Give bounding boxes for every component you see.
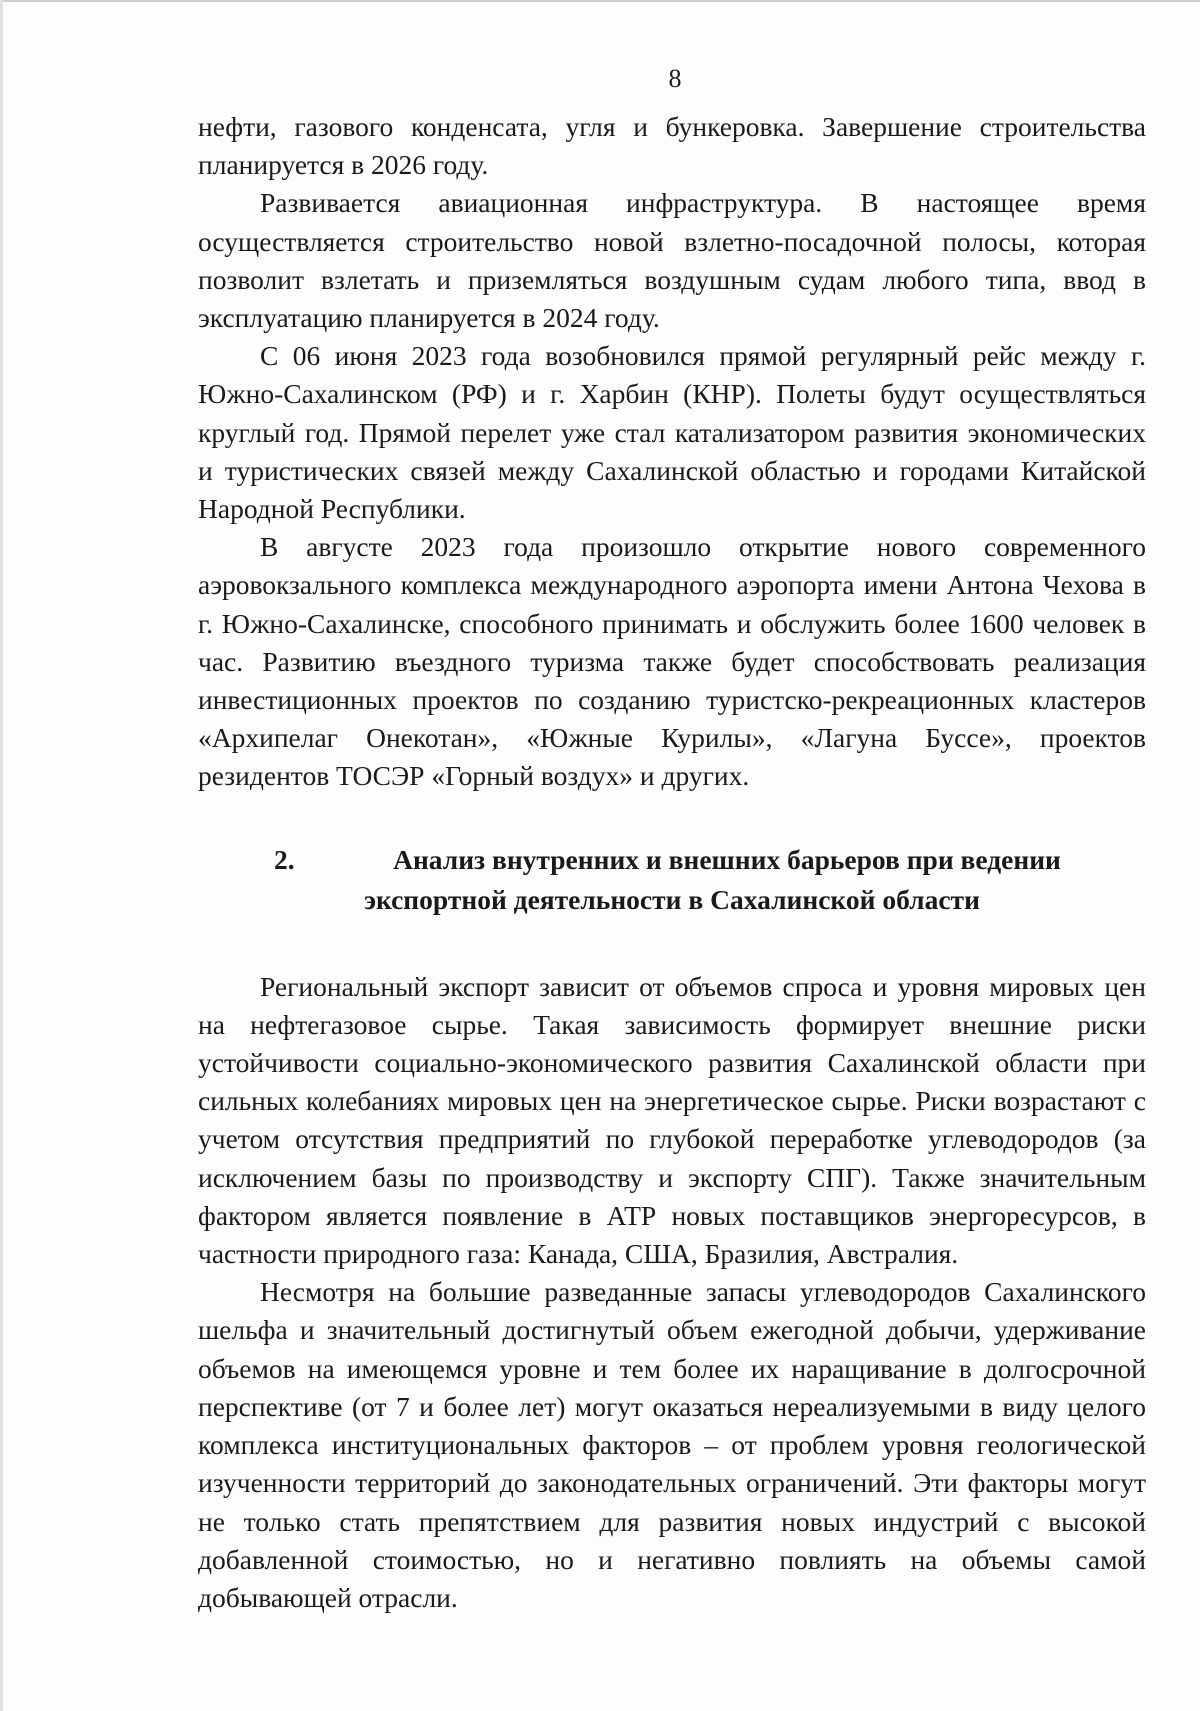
document-body: [198, 108, 1146, 1617]
paragraph-reserves: Несмотря на большие разведанные запасы углеводородов Сахалинского шельфа и значительный достигнутый объем ежегодной добычи, удерживание объемов на имеющемся уровне и тем более их наращивание в долгосрочной перспективе (от 7 и более лет) могут оказаться нереализуемыми в виду целого комплекса институциональных факторов – от проблем уровня геологической изученности территорий до законодательных ограничений. Эти факторы могут не только стать препятствием для развития новых индустрий с высокой добавленной стоимостью, но и негативно повлиять на объемы самой добывающей отрасли.: [198, 1276, 1146, 1613]
paragraph-continuation: нефти, газового конденсата, угля и бункеровка. Завершение строительства планируется в 2026 году.: [198, 111, 1146, 181]
section-title-line-2: экспортной деятельности в Сахалинской области: [364, 883, 980, 915]
paragraph-harbin-flight: С 06 июня 2023 года возобновился прямой регулярный рейс между г. Южно-Сахалинском (РФ) и г. Харбин (КНР). Полеты будут осуществляться круглый год. Прямой перелет уже стал катализатором развития экономических и туристических связей между Сахалинской областью и городами Китайской Народной Республики.: [198, 340, 1146, 525]
section-heading: [198, 840, 1146, 920]
page-number: 8: [668, 64, 682, 93]
section-title-line-1: Анализ внутренних и внешних барьеров при ведении: [393, 843, 1061, 875]
scan-top-edge: [0, 0, 1200, 2]
paragraph-airport-terminal: В августе 2023 года произошло открытие нового современного аэровокзального комплекса международного аэропорта имени Антона Чехова в г. Южно-Сахалинске, способного принимать и обслужить более 1600 человек в час. Развитию въездного туризма также будет способствовать реализация инвестиционных проектов по созданию туристско-рекреационных кластеров «Архипелаг Онекотан», «Южные Курилы», «Лагуна Буссе», проектов резидентов ТОСЭР «Горный воздух» и других.: [198, 531, 1146, 792]
section-number: 2.: [274, 843, 295, 875]
paragraph-aviation: Развивается авиационная инфраструктура. В настоящее время осуществляется строительство новой взлетно-посадочной полосы, которая позволит взлетать и приземляться воздушным судам любого типа, ввод в эксплуатацию планируется в 2024 году.: [198, 187, 1146, 334]
paragraph-regional-export: Региональный экспорт зависит от объемов спроса и уровня мировых цен на нефтегазовое сырье. Такая зависимость формирует внешние риски устойчивости социально-экономического развития Сахалинской области при сильных колебаниях мировых цен на энергетическое сырье. Риски возрастают с учетом отсутствия предприятий по глубокой переработке углеводородов (за исключением базы по производству и экспорту СПГ). Также значительным фактором является появление в АТР новых поставщиков энергоресурсов, в частности природного газа: Канада, США, Бразилия, Австралия.: [198, 970, 1146, 1270]
scan-left-edge: [0, 0, 3, 1711]
